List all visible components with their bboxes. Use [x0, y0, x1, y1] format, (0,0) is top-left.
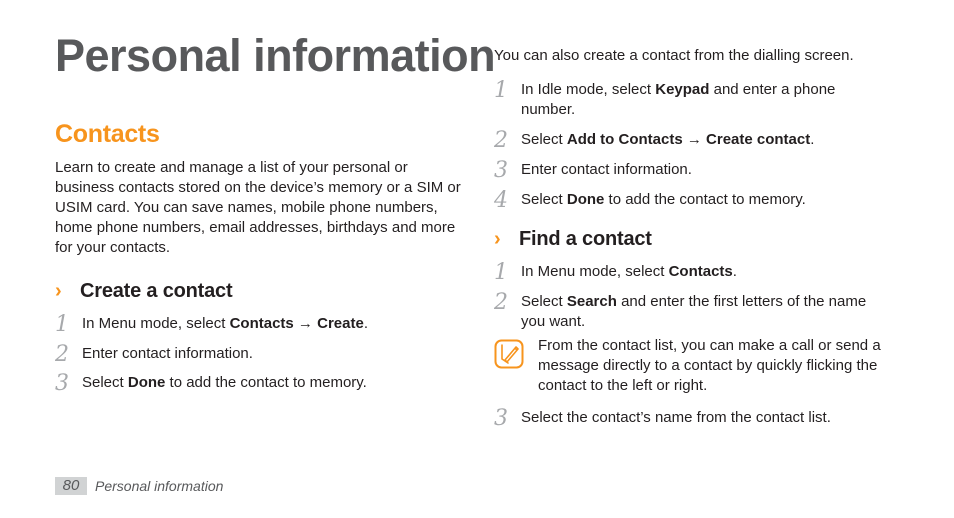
step-text: Enter contact information.	[521, 161, 692, 178]
step-text-part: to add the contact to memory.	[165, 374, 367, 391]
step-text: Select the contact’s name from the contact list.	[521, 409, 831, 426]
step-keyword: Contacts	[229, 315, 294, 332]
step-text-part: Select	[82, 374, 128, 391]
step-keyword: Done	[127, 374, 166, 391]
step-text-part: Select	[521, 293, 567, 310]
step-text	[82, 373, 472, 393]
step-text	[521, 80, 871, 120]
step-keyword: Search	[566, 293, 617, 310]
step-text: Enter contact information.	[82, 345, 253, 362]
step-number: 1	[494, 78, 508, 103]
dialling-steps	[494, 78, 914, 218]
step-text-part: Select	[521, 131, 567, 148]
step-text-part: In Menu mode, select	[521, 263, 669, 280]
step-number: 3	[494, 158, 508, 183]
step-number: 2	[494, 290, 508, 315]
step-number: 3	[494, 406, 508, 431]
create-contact-steps	[55, 312, 475, 396]
step-text-part: to add the contact to memory.	[604, 191, 806, 208]
step-text-part: In Menu mode, select	[82, 315, 230, 332]
find-contact-heading-text: Find a contact	[519, 228, 652, 250]
step-text	[521, 292, 886, 332]
step-text	[521, 130, 911, 150]
step-keyword: Create	[317, 315, 364, 332]
create-contact-heading-text: Create a contact	[80, 280, 233, 302]
step-number: 2	[55, 342, 69, 367]
step-text	[82, 314, 472, 334]
section-heading: Contacts	[55, 120, 160, 148]
step-text-part: .	[363, 315, 368, 332]
chevron-right-icon: ›	[494, 228, 501, 250]
step-number: 1	[494, 260, 508, 285]
find-contact-step-3	[494, 406, 914, 432]
step-number: 3	[55, 371, 69, 396]
page-title: Personal information	[55, 30, 496, 81]
page-number: 80	[55, 477, 87, 495]
find-contact-heading	[494, 228, 652, 251]
step-text-part: In Idle mode, select	[521, 81, 656, 98]
step-number: 1	[55, 312, 69, 337]
step-keyword: Keypad	[655, 81, 710, 98]
create-contact-heading	[55, 280, 232, 303]
note-pencil-icon	[494, 339, 524, 369]
step-number: 4	[494, 188, 508, 213]
step-keyword: Contacts	[668, 263, 733, 280]
footer-label: Personal information	[95, 478, 224, 494]
chevron-right-icon: ›	[55, 280, 62, 302]
find-contact-steps	[494, 260, 914, 330]
intro-paragraph: Learn to create and manage a list of your personal or business contacts stored on the device’s memory or a SIM or USIM card. You can save names, mobile phone numbers, home phone numbers, email addresses, birthdays and more for your contacts.	[55, 159, 461, 256]
arrow-separator: →	[682, 131, 707, 148]
step-text-part: .	[732, 263, 737, 280]
step-keyword: Create contact	[706, 131, 811, 148]
step-text-part: Select	[521, 191, 567, 208]
step-text	[521, 262, 911, 282]
step-text-part: and enter the first letters of the name you want.	[521, 293, 867, 330]
step-keyword: Add to Contacts	[566, 131, 683, 148]
step-number: 2	[494, 128, 508, 153]
arrow-separator: →	[293, 315, 318, 332]
note-text: From the contact list, you can make a call or send a message directly to a contact by quickly flicking the contact to the left or right.	[538, 337, 881, 394]
step-text-part: .	[810, 131, 815, 148]
step-text-part: and enter a phone number.	[521, 81, 836, 118]
step-text	[521, 190, 911, 210]
dialling-intro: You can also create a contact from the dialling screen.	[494, 47, 854, 64]
step-keyword: Done	[566, 191, 605, 208]
